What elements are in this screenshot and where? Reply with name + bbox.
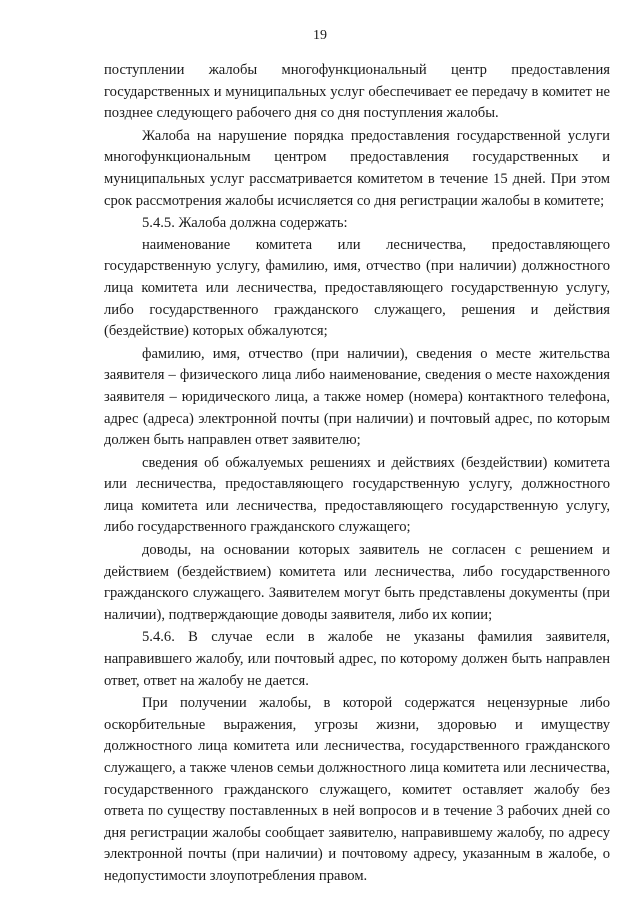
paragraph-section-5-4-5: 5.4.5. Жалоба должна содержать: <box>142 215 348 232</box>
paragraph-mfc-complaint-term: Жалоба на нарушение порядка предоставления государственной услуги многофункциональным центром предоставления государственных и муниципальных услуг рассматривается комитетом в течение 15 дней. При этом срок рассмотрения жалобы исчисляется со дня регистрации жалобы в комитете; <box>104 127 610 209</box>
paragraph-mfc-transfer: поступлении жалобы многофункциональный центр предоставления государственных и муниципальных услуг обеспечивает ее передачу в комитет не позднее следующего рабочего дня со дня поступления жалобы. <box>104 62 610 122</box>
paragraph-section-5-4-6: 5.4.6. В случае если в жалобе не указаны фамилия заявителя, направившего жалобу, или почтовый адрес, по которому должен быть направлен ответ, ответ на жалобу не дается. <box>104 629 610 689</box>
page-number: 19 <box>313 28 327 43</box>
paragraph-applicant-details: фамилию, имя, отчество (при наличии), сведения о месте жительства заявителя – физического лица либо наименование, сведения о месте нахождения заявителя – юридического лица, а также номер (номера) контактного телефона, адрес (адреса) электронной почты (при наличии) и почтовый адрес, по которым должен быть направлен ответ заявителю; <box>104 345 610 449</box>
paragraph-arguments: доводы, на основании которых заявитель не согласен с решением и действием (бездействием) комитета или лесничества, либо государственного гражданского служащего. Заявителем могут быть представлены документы (при наличии), подтверждающие доводы заявителя, либо их копии; <box>104 542 610 623</box>
paragraph-appealed-decisions: сведения об обжалуемых решениях и действиях (бездействии) комитета или лесничества, предоставляющего государственную услугу, должностного лица комитета или лесничества, предоставляющего государственную услугу, либо государственного гражданского служащего; <box>104 454 610 536</box>
paragraph-committee-name: наименование комитета или лесничества, предоставляющего государственную услугу, фамилию, имя, отчество (при наличии) должностного лица комитета или лесничества, предоставляющего государственную услугу, либо государственного гражданского служащего, решения и действия (бездействие) которых обжалуются; <box>104 236 610 340</box>
paragraph-offensive-complaint: При получении жалобы, в которой содержатся нецензурные либо оскорбительные выражения, угрозы жизни, здоровью и имуществу должностного лица комитета или лесничества, государственного гражданского служащего, а также членов семьи должностного лица комитета или лесничества, государственного гражданского служащего, комитет оставляет жалобу без ответа по существу поставленных в ней вопросов и в течение 3 рабочих дней со дня регистрации жалобы сообщает заявителю, направившему жалобу, по адресу электронной почты (при наличии) и почтовому адресу, указанным в жалобе, о недопустимости злоупотребления правом. <box>104 695 610 884</box>
document-body <box>104 60 610 888</box>
